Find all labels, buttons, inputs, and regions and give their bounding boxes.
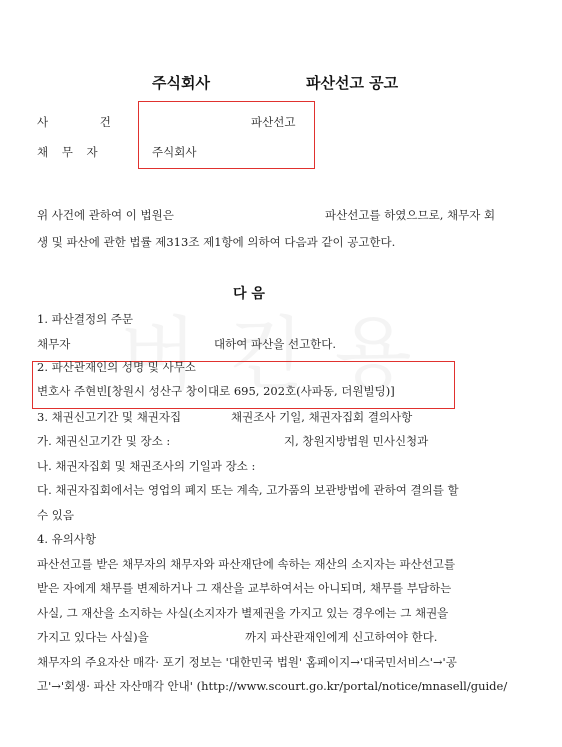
item3-ga-b: 지, 창원지방법원 민사신청과 bbox=[284, 434, 429, 448]
item3-da-line2: 수 있음 bbox=[37, 508, 74, 522]
item3-title-b: 채권조사 기일, 채권자집회 결의사항 bbox=[231, 410, 413, 424]
case-value: 파산선고 bbox=[251, 115, 296, 129]
company-title: 주식회사 bbox=[152, 74, 210, 92]
case-label: 사 건 bbox=[37, 115, 111, 129]
item3-da-line1: 다. 채권자집회에서는 영업의 폐지 또는 계속, 고가품의 보관방법에 관하여 결의를 할 bbox=[37, 483, 459, 497]
item2-title: 2. 파산관재인의 성명 및 사무소 bbox=[37, 360, 196, 374]
item3-ga-a: 가. 채권신고기간 및 장소 : bbox=[37, 434, 171, 448]
asset-info-line2: 고'→'회생· 파산 자산매각 안내' (http://www.scourt.go.kr/portal/notice/mnasell/guide/ bbox=[37, 679, 508, 693]
asset-info-line1: 채무자의 주요자산 매각· 포기 정보는 '대한민국 법원' 홈페이지→'대국민서비스'→'공 bbox=[37, 655, 457, 669]
notice-para-line4b: 까지 파산관재인에게 신고하여야 한다. bbox=[245, 630, 438, 644]
item3-title-a: 3. 채권신고기간 및 채권자집 bbox=[37, 410, 182, 424]
intro-line-2: 생 및 파산에 관한 법률 제313조 제1항에 의하여 다음과 같이 공고한다. bbox=[37, 235, 396, 249]
debtor-label: 채 무 자 bbox=[37, 145, 98, 159]
item2-value: 변호사 주현빈[창원시 성산구 창이대로 695, 202호(사파동, 더원빌딩)] bbox=[37, 384, 395, 398]
item1-text: 대하여 파산을 선고한다. bbox=[214, 337, 337, 351]
notice-para-line3: 사실, 그 재산을 소지하는 사실(소지자가 별제권을 가지고 있는 경우에는 그 채권을 bbox=[37, 606, 449, 620]
section-heading: 다 음 bbox=[233, 286, 265, 302]
notice-para-line2: 받은 자에게 채무를 변제하거나 그 재산을 교부하여서는 아니되며, 채무를 부담하는 bbox=[37, 581, 452, 595]
notice-title: 파산선고 공고 bbox=[306, 74, 399, 92]
item1-title: 1. 파산결정의 주문 bbox=[37, 312, 134, 326]
intro-line-1b: 파산선고를 하였으므로, 채무자 회 bbox=[325, 208, 496, 222]
notice-para-line4a: 가지고 있다는 사실)을 bbox=[37, 630, 149, 644]
debtor-value: 주식회사 bbox=[152, 145, 197, 159]
intro-line-1a: 위 사건에 관하여 이 법원은 bbox=[37, 208, 174, 222]
item4-title: 4. 유의사항 bbox=[37, 532, 97, 546]
item3-na: 나. 채권자집회 및 채권조사의 기일과 장소 : bbox=[37, 459, 256, 473]
item1-debtor: 채무자 bbox=[37, 337, 71, 351]
notice-para-line1: 파산선고를 받은 채무자의 채무자와 파산재단에 속하는 재산의 소지자는 파산선고를 bbox=[37, 557, 456, 571]
